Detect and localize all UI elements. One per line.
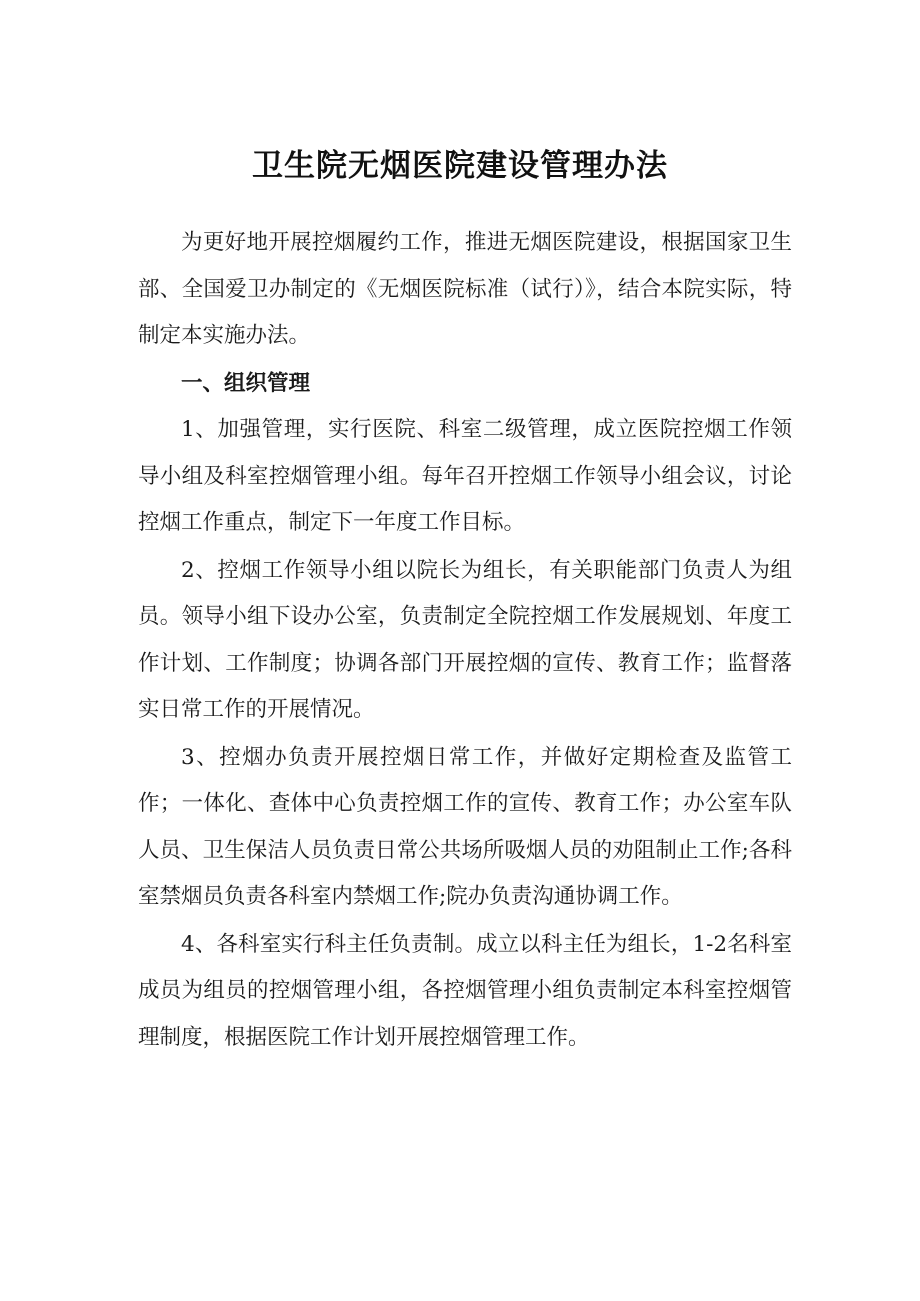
paragraph-3: 3、控烟办负责开展控烟日常工作，并做好定期检查及监管工作；一体化、查体中心负责控烟工作的宣传、教育工作；办公室车队人员、卫生保洁人员负责日常公共场所吸烟人员的劝阻制止工作;各科室禁烟员负责各科室内禁烟工作;院办负责沟通协调工作。 bbox=[138, 744, 792, 909]
paragraph-4: 4、各科室实行科主任负责制。成立以科主任为组长，1-2名科室成员为组员的控烟管理小组，各控烟管理小组负责制定本科室控烟管理制度，根据医院工作计划开展控烟管理工作。 bbox=[138, 931, 792, 1050]
document-title: 卫生院无烟医院建设管理办法 bbox=[252, 148, 668, 184]
document-body bbox=[138, 220, 792, 1062]
section-heading: 一、组织管理 bbox=[181, 370, 311, 396]
paragraph-1: 1、加强管理，实行医院、科室二级管理，成立医院控烟工作领导小组及科室控烟管理小组。每年召开控烟工作领导小组会议，讨论控烟工作重点，制定下一年度工作目标。 bbox=[138, 417, 792, 535]
paragraph-2: 2、控烟工作领导小组以院长为组长，有关职能部门负责人为组员。领导小组下设办公室，负责制定全院控烟工作发展规划、年度工作计划、工作制度；协调各部门开展控烟的宣传、教育工作；监督落实日常工作的开展情况。 bbox=[138, 557, 792, 722]
intro-paragraph: 为更好地开展控烟履约工作，推进无烟医院建设，根据国家卫生部、全国爱卫办制定的《无烟医院标准（试行）》，结合本院实际，特制定本实施办法。 bbox=[138, 230, 792, 348]
